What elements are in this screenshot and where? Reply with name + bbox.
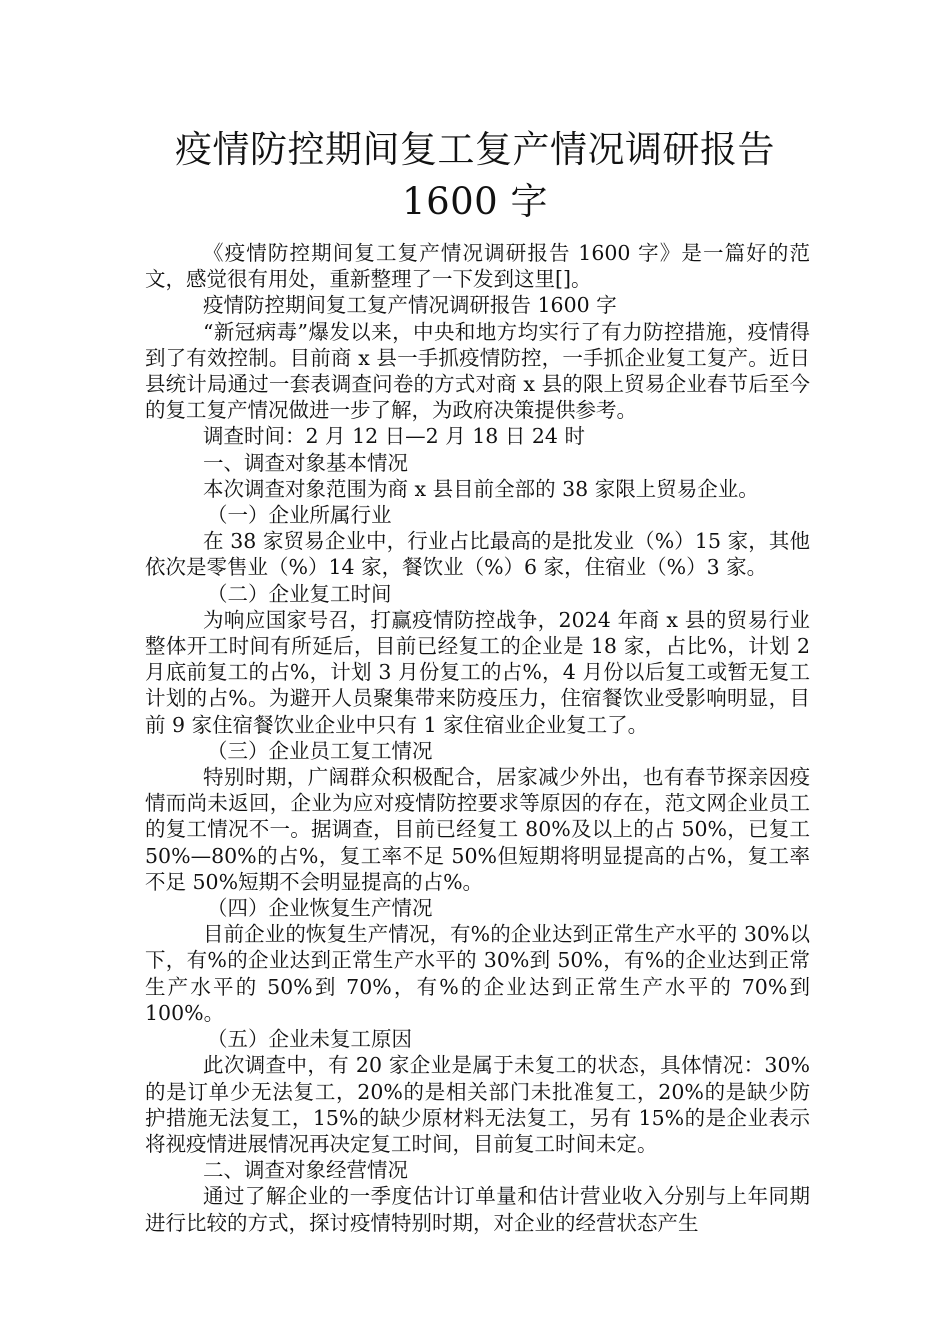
section-heading-1: 一、调查对象基本情况 [203, 450, 408, 475]
operations-paragraph: 通过了解企业的一季度估计订单量和估计营业收入分别与上年同期进行比较的方式，探讨疫情特别时期，对企业的经营状态产生 [145, 1184, 810, 1235]
survey-scope-paragraph: 本次调查对象范围为商 x 县目前全部的 38 家限上贸易企业。 [203, 476, 759, 501]
background-paragraph: “新冠病毒”爆发以来，中央和地方均实行了有力防控措施，疫情得到了有效控制。目前商 x 县一手抓疫情防控，一手抓企业复工复产。近日县统计局通过一套表调查问卷的方式对商 x 县的限上贸易企业春节后至今的复工复产情况做进一步了解，为政府决策提供参考。 [145, 319, 810, 423]
subsection-heading-resume-time: （二）企业复工时间 [207, 581, 392, 606]
document-title: 疫情防控期间复工复产情况调研报告 1600 字 [175, 128, 775, 223]
resume-time-paragraph: 为响应国家号召，打赢疫情防控战争，2024 年商 x 县的贸易行业整体开工时间有所延后，目前已经复工的企业是 18 家，占比%，计划 2 月底前复工的占%，计划 3 月份复工的占%，4 月份以后复工或暂无复工计划的占%。为避开人员聚集带来防疫压力，住宿餐饮业受影响明显，目前 9 家住宿餐饮业企业中只有 1 家住宿业企业复工了。 [145, 607, 810, 737]
subsection-heading-production: （四）企业恢复生产情况 [207, 896, 433, 921]
subsection-heading-industry: （一）企业所属行业 [207, 503, 392, 528]
subsection-heading-staff: （三）企业员工复工情况 [207, 738, 433, 763]
report-subtitle: 疫情防控期间复工复产情况调研报告 1600 字 [203, 293, 617, 318]
subsection-heading-reasons: （五）企业未复工原因 [207, 1027, 412, 1052]
intro-paragraph: 《疫情防控期间复工复产情况调研报告 1600 字》是一篇好的范文，感觉很有用处，重新整理了一下发到这里[]。 [145, 241, 810, 292]
production-paragraph: 目前企业的恢复生产情况，有%的企业达到正常生产水平的 30%以下，有%的企业达到正常生产水平的 30%到 50%，有%的企业达到正常生产水平的 50%到 70%，有%的企业达到正常生产水平的 70%到 100%。 [145, 922, 810, 1025]
survey-time: 调查时间：2 月 12 日—2 月 18 日 24 时 [203, 424, 585, 449]
staff-paragraph: 特别时期，广阔群众积极配合，居家减少外出，也有春节探亲因疫情而尚未返回，企业为应对疫情防控要求等原因的存在，范文网企业员工的复工情况不一。据调查，目前已经复工 80%及以上的占 50%，已复工 50%—80%的占%，复工率不足 50%但短期将明显提高的占%，复工率不足 50%短期不会明显提高的占%。 [145, 765, 810, 894]
section-heading-2: 二、调查对象经营情况 [203, 1158, 408, 1183]
reasons-paragraph: 此次调查中，有 20 家企业是属于未复工的状态，具体情况：30%的是订单少无法复工，20%的是相关部门未批准复工，20%的是缺少防护措施无法复工，15%的缺少原材料无法复工，另有 15%的是企业表示将视疫情进展情况再决定复工时间，目前复工时间未定。 [145, 1053, 810, 1156]
industry-paragraph: 在 38 家贸易企业中，行业占比最高的是批发业（%）15 家，其他依次是零售业（%）14 家，餐饮业（%）6 家，住宿业（%）3 家。 [145, 529, 810, 580]
document-body [145, 240, 810, 1236]
